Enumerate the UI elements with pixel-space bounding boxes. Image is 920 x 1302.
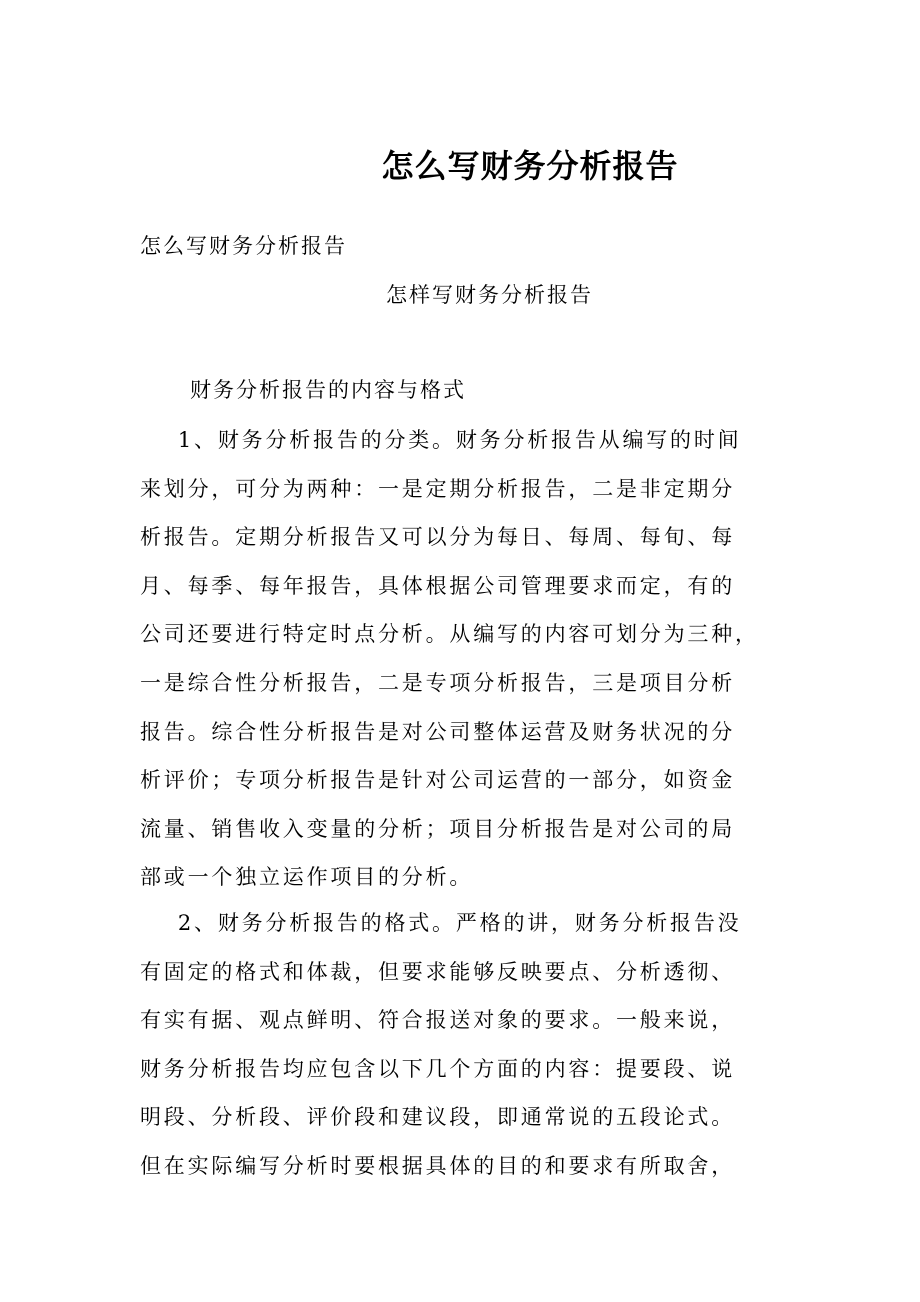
paragraph-line: 析评价；专项分析报告是针对公司运营的一部分，如资金 [140,768,735,793]
paragraph-line: 明段、分析段、评价段和建议段，即通常说的五段论式。 [140,1105,735,1130]
paragraph-line: 一是综合性分析报告，二是专项分析报告，三是项目分析 [140,670,735,695]
paragraph-1 [140,416,780,902]
paragraph-line: 公司还要进行特定时点分析。从编写的内容可划分为三种， [140,622,759,647]
paragraph-line: 部或一个独立运作项目的分析。 [140,865,474,890]
paragraph-line: 1、财务分析报告的分类。财务分析报告从编写的时间 [140,428,742,452]
paragraph-line: 报告。综合性分析报告是对公司整体运营及财务状况的分 [140,719,735,744]
subtitle-left: 怎么写财务分析报告 [140,234,347,258]
paragraph-line: 析报告。定期分析报告又可以分为每日、每周、每旬、每 [140,525,735,550]
paragraph-line: 流量、销售收入变量的分析；项目分析报告是对公司的局 [140,816,735,841]
paragraph-line: 有实有据、观点鲜明、符合报送对象的要求。一般来说， [140,1008,735,1033]
paragraph-line: 有固定的格式和体裁，但要求能够反映要点、分析透彻、 [140,959,735,984]
paragraph-line: 月、每季、每年报告，具体根据公司管理要求而定，有的 [140,573,735,598]
document-title: 怎么写财务分析报告 [381,147,679,185]
section-heading: 财务分析报告的内容与格式 [190,378,466,402]
paragraph-2 [140,899,780,1191]
subtitle-center: 怎样写财务分析报告 [386,283,593,307]
paragraph-line: 来划分，可分为两种：一是定期分析报告，二是非定期分 [140,476,735,501]
paragraph-line: 财务分析报告均应包含以下几个方面的内容：提要段、说 [140,1056,735,1081]
paragraph-line: 但在实际编写分析时要根据具体的目的和要求有所取舍， [140,1153,735,1178]
paragraph-line: 2、财务分析报告的格式。严格的讲，财务分析报告没 [140,911,742,935]
